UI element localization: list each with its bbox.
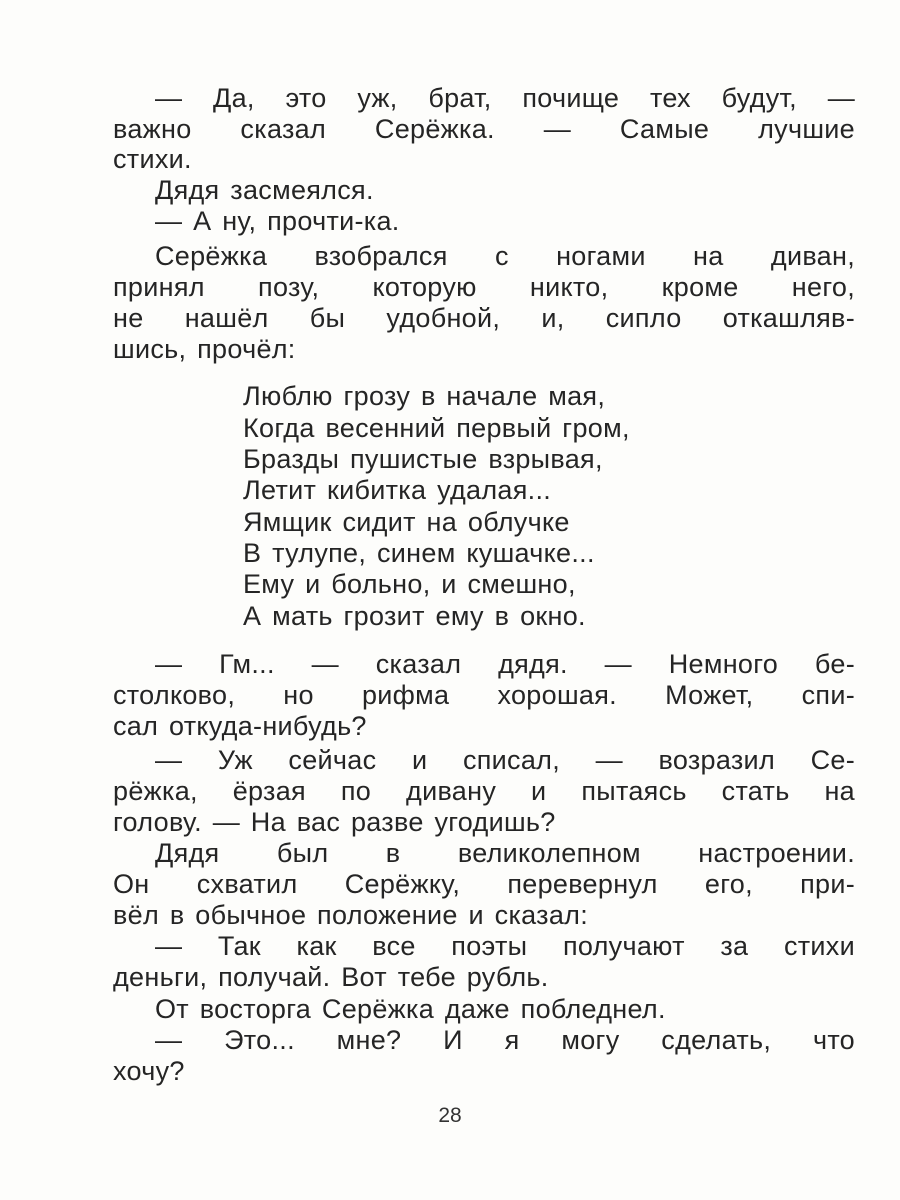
- text-line: Дядя засмеялся.: [155, 175, 374, 205]
- text-line: принял позу, которую никто, кроме него,: [113, 272, 855, 302]
- text-line: От восторга Серёжка даже побледнел.: [155, 994, 666, 1024]
- page-number: 28: [438, 1104, 462, 1127]
- poem-line: Бразды пушистые взрывая,: [243, 444, 603, 474]
- text-line: не нашёл бы удобной, и, сипло откашляв-: [113, 303, 855, 333]
- text-line: важно сказал Серёжка. — Самые лучшие: [113, 114, 855, 144]
- text-line: столково, но рифма хорошая. Может, спи-: [113, 680, 855, 710]
- poem-line: Когда весенний первый гром,: [243, 413, 630, 443]
- poem-line: Люблю грозу в начале мая,: [243, 381, 606, 411]
- text-line: голову. — На вас разве угодишь?: [113, 807, 556, 837]
- text-line: — Уж сейчас и списал, — возразил Се-: [155, 745, 855, 775]
- poem-line: Ямщик сидит на облучке: [243, 507, 570, 537]
- text-line: рёжка, ёрзая по дивану и пытаясь стать на: [113, 776, 855, 806]
- poem-line: Летит кибитка удалая...: [243, 475, 552, 505]
- text-line: вёл в обычное положение и сказал:: [113, 900, 589, 930]
- text-line: стихи.: [113, 144, 192, 174]
- poem-line: А мать грозит ему в окно.: [243, 601, 586, 631]
- text-line: Серёжка взобрался с ногами на диван,: [155, 241, 855, 271]
- text-line: — Гм... — сказал дядя. — Немного бе-: [155, 649, 855, 679]
- text-line: шись, прочёл:: [113, 334, 296, 364]
- text-line: хочу?: [113, 1056, 185, 1086]
- text-line: Он схватил Серёжку, перевернул его, при-: [113, 869, 855, 899]
- text-line: деньги, получай. Вот тебе рубль.: [113, 962, 549, 992]
- text-line: — А ну, прочти-ка.: [155, 206, 400, 236]
- text-line: — Так как все поэты получают за стихи: [155, 931, 855, 961]
- poem-line: Ему и больно, и смешно,: [243, 569, 576, 599]
- text-line: сал откуда-нибудь?: [113, 711, 367, 741]
- text-line: — Да, это уж, брат, почище тех будут, —: [155, 83, 855, 113]
- text-line: — Это... мне? И я могу сделать, что: [155, 1025, 855, 1055]
- text-line: Дядя был в великолепном настроении.: [155, 838, 855, 868]
- poem-line: В тулупе, синем кушачке...: [243, 538, 595, 568]
